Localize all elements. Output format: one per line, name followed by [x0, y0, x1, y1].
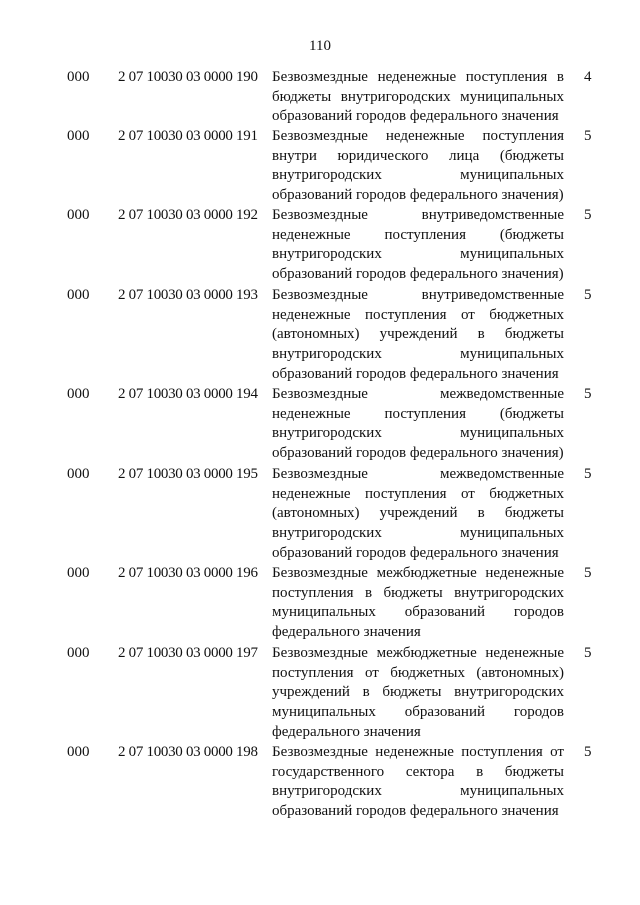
row-level: 5 [584, 466, 592, 482]
table-row [0, 743, 640, 823]
row-level: 5 [584, 287, 592, 303]
row-level: 5 [584, 128, 592, 144]
table-row [0, 644, 640, 743]
row-description: Безвозмездные неденежные поступления в бюджеты внутригородских муниципальных образований городов федерального значения [272, 69, 564, 125]
row-level: 5 [584, 645, 592, 661]
admin-code: 000 [67, 287, 90, 303]
table-row [0, 564, 640, 644]
table-row [0, 465, 640, 564]
admin-code: 000 [67, 466, 90, 482]
table-row [0, 127, 640, 206]
row-description: Безвозмездные внутриведомственные неденежные поступления (бюджеты внутригородских муниципальных образований городов федерального значения) [272, 207, 564, 283]
row-level: 5 [584, 207, 592, 223]
budget-classification-code: 2 07 10030 03 0000 192 [118, 207, 258, 223]
row-level: 4 [584, 69, 592, 85]
row-level: 5 [584, 565, 592, 581]
budget-classification-code: 2 07 10030 03 0000 191 [118, 128, 258, 144]
table-row [0, 385, 640, 465]
table-row [0, 206, 640, 286]
page-number: 110 [309, 38, 331, 54]
row-description: Безвозмездные межведомственные неденежные поступления от бюджетных (автономных) учреждений в бюджеты внутригородских муниципальных образований городов федерального значения [272, 466, 564, 561]
table-row [0, 286, 640, 385]
admin-code: 000 [67, 565, 90, 581]
row-level: 5 [584, 386, 592, 402]
budget-classification-code: 2 07 10030 03 0000 197 [118, 645, 258, 661]
row-description: Безвозмездные межбюджетные неденежные поступления в бюджеты внутригородских муниципальных образований городов федерального значения [272, 565, 564, 641]
row-description: Безвозмездные неденежные поступления внутри юридического лица (бюджеты внутригородских муниципальных образований городов федерального значения) [272, 128, 564, 204]
admin-code: 000 [67, 645, 90, 661]
admin-code: 000 [67, 386, 90, 402]
budget-classification-code: 2 07 10030 03 0000 193 [118, 287, 258, 303]
budget-classification-code: 2 07 10030 03 0000 198 [118, 744, 258, 760]
admin-code: 000 [67, 207, 90, 223]
table-row [0, 68, 640, 127]
row-description: Безвозмездные внутриведомственные неденежные поступления от бюджетных (автономных) учреждений в бюджеты внутригородских муниципальных образований городов федерального значения [272, 287, 564, 382]
row-description: Безвозмездные неденежные поступления от государственного сектора в бюджеты внутригородских муниципальных образований городов федерального значения [272, 744, 564, 820]
admin-code: 000 [67, 128, 90, 144]
row-level: 5 [584, 744, 592, 760]
budget-classification-code: 2 07 10030 03 0000 195 [118, 466, 258, 482]
admin-code: 000 [67, 744, 90, 760]
row-description: Безвозмездные межбюджетные неденежные поступления от бюджетных (автономных) учреждений в бюджеты внутригородских муниципальных образований городов федерального значения [272, 645, 564, 740]
budget-classification-code: 2 07 10030 03 0000 190 [118, 69, 258, 85]
budget-classification-code: 2 07 10030 03 0000 196 [118, 565, 258, 581]
code-table [0, 68, 640, 823]
admin-code: 000 [67, 69, 90, 85]
budget-classification-code: 2 07 10030 03 0000 194 [118, 386, 258, 402]
row-description: Безвозмездные межведомственные неденежные поступления (бюджеты внутригородских муниципальных образований городов федерального значения) [272, 386, 564, 462]
